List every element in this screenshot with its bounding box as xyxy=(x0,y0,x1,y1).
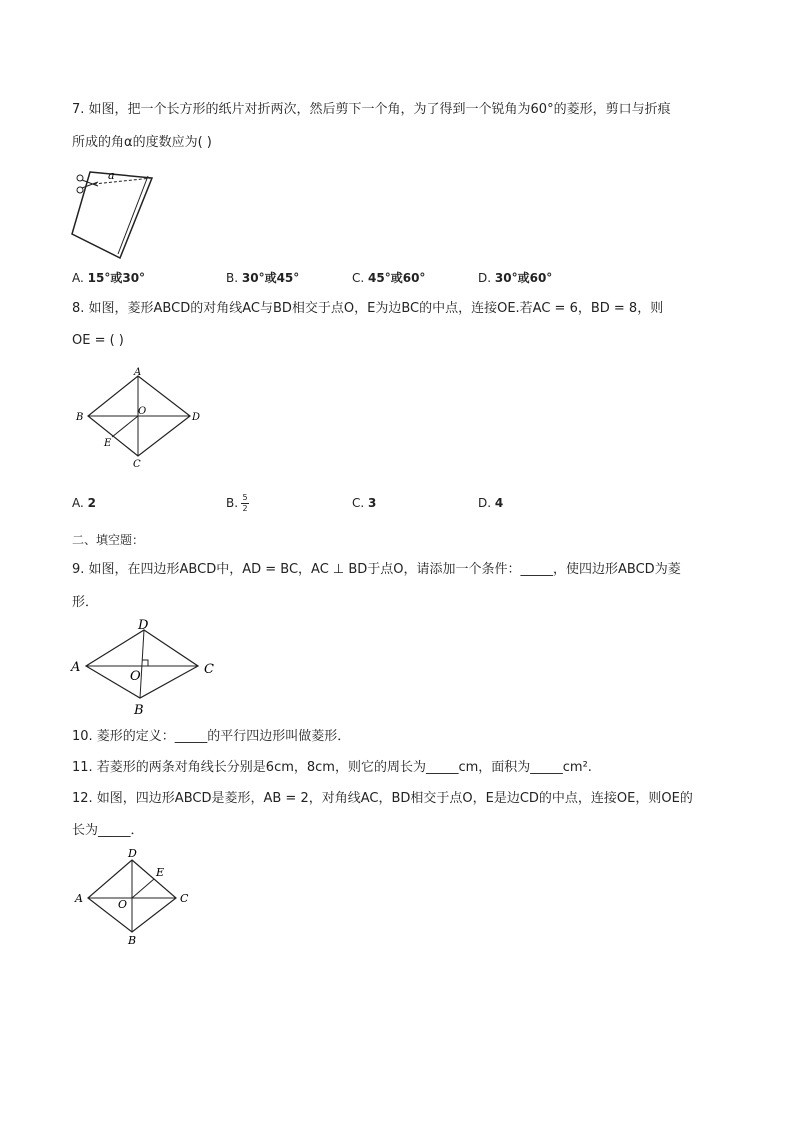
q7-option-d[interactable]: D. 30°或60° xyxy=(478,271,553,285)
q8-option-d[interactable]: D. 4 xyxy=(478,496,504,510)
q9-text-line1: 9. 如图，在四边形ABCD中，AD = BC，AC ⊥ BD于点O，请添加一个条件：_____，使四边形ABCD为菱 xyxy=(72,562,681,577)
q7-option-c[interactable]: C. 45°或60° xyxy=(352,271,426,285)
q11-text: 11. 若菱形的两条对角线长分别是6cm，8cm，则它的周长为_____cm，面积为_____cm². xyxy=(72,760,592,775)
q8-label-d: D xyxy=(192,412,201,423)
q12-label-d: D xyxy=(128,847,137,860)
q9-right-angle-mark xyxy=(142,660,148,666)
q8-option-a[interactable]: A. 2 xyxy=(72,496,96,510)
q12-label-b: B xyxy=(128,934,137,947)
q7-fold-line xyxy=(118,176,148,254)
q8-label-o: O xyxy=(138,406,147,417)
q12-text-line1: 12. 如图，四边形ABCD是菱形，AB = 2，对角线AC，BD相交于点O，E是边CD的中点，连接OE，则OE的 xyxy=(72,791,693,806)
q7-alpha-label: a xyxy=(108,169,115,182)
q8-option-b-numerator: 5 xyxy=(242,493,248,502)
q8-option-b[interactable]: B. xyxy=(226,496,239,510)
q8-text-line1: 8. 如图，菱形ABCD的对角线AC与BD相交于点O，E为边BC的中点，连接OE.若AC = 6，BD = 8，则 xyxy=(72,301,664,316)
section-heading: 二、填空题： xyxy=(72,533,145,547)
q8-label-e: E xyxy=(104,438,112,449)
q8-label-a: A xyxy=(134,367,142,378)
q7-folded-paper-figure xyxy=(68,162,162,262)
q12-label-a: A xyxy=(75,892,83,905)
q9-rhombus-figure xyxy=(68,614,228,718)
q12-label-o: O xyxy=(118,898,128,911)
q12-text-line2: 长为_____． xyxy=(72,823,144,838)
q8-segment-oe xyxy=(112,416,138,437)
q12-segment-oe xyxy=(132,879,154,898)
q8-rhombus-figure xyxy=(72,364,212,472)
q9-label-o: O xyxy=(130,669,141,684)
q7-option-a[interactable]: A. 15°或30° xyxy=(72,271,146,285)
q12-label-e: E xyxy=(156,866,165,879)
q10-text: 10. 菱形的定义：_____的平行四边形叫做菱形． xyxy=(72,729,351,744)
q9-label-c: C xyxy=(204,662,214,677)
q7-cut-line xyxy=(94,178,152,184)
q9-label-b: B xyxy=(134,703,144,718)
q8-label-b: B xyxy=(76,412,84,423)
q7-paper-outline xyxy=(72,172,152,258)
q9-label-a: A xyxy=(71,660,81,675)
q8-option-c[interactable]: C. 3 xyxy=(352,496,377,510)
q7-text-line1: 7. 如图，把一个长方形的纸片对折两次，然后剪下一个角，为了得到一个锐角为60°的菱形，剪口与折痕 xyxy=(72,102,671,117)
q9-label-d: D xyxy=(138,618,149,633)
q12-label-c: C xyxy=(180,892,189,905)
q8-label-c: C xyxy=(133,459,141,470)
q8-text-line2: OE = ( ) xyxy=(72,333,124,348)
q7-option-b[interactable]: B. 30°或45° xyxy=(226,271,300,285)
q12-rhombus-figure xyxy=(72,844,202,948)
q7-text-line2: 所成的角α的度数应为( ) xyxy=(72,135,212,150)
q9-diagonal-bd xyxy=(140,630,144,698)
q9-text-line2: 形． xyxy=(72,595,99,610)
q8-option-b-denominator: 2 xyxy=(242,504,248,513)
